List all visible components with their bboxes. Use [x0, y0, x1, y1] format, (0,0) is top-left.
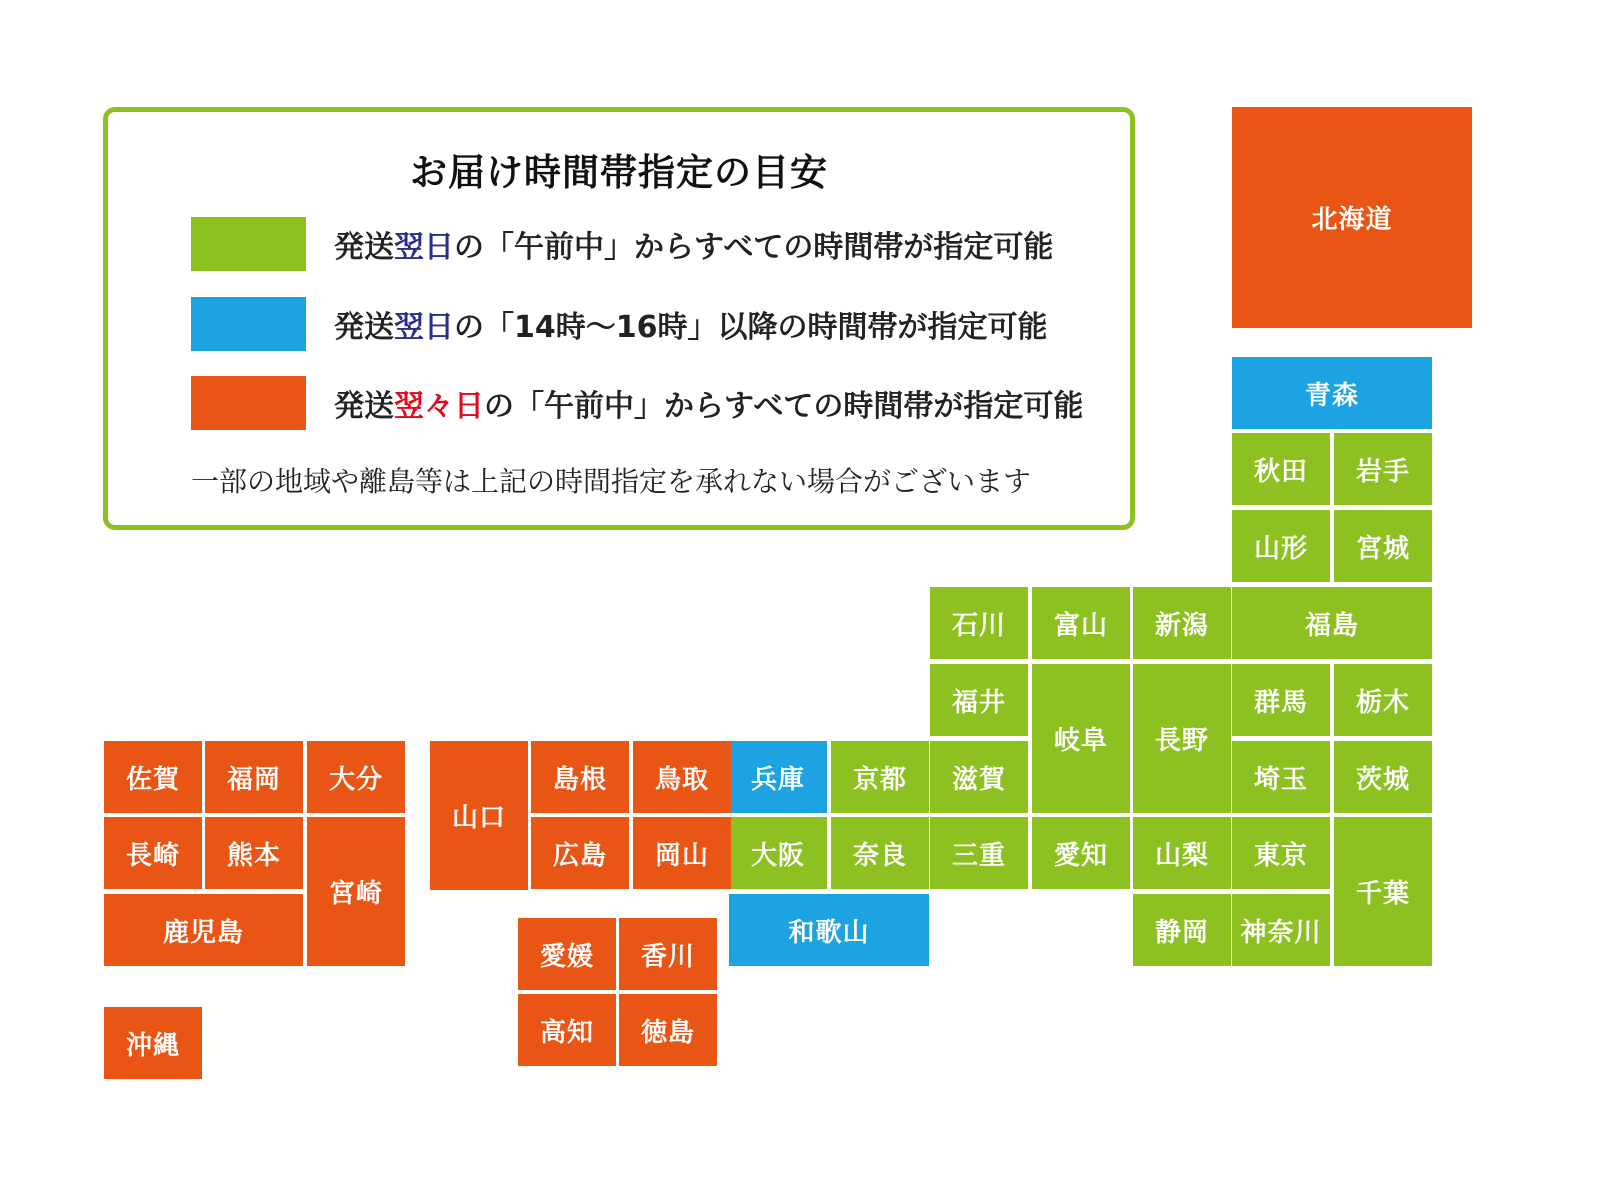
pref-hokkaido: 北海道: [1232, 107, 1472, 328]
legend-note: 一部の地域や離島等は上記の時間指定を承れない場合がございます: [191, 465, 1032, 498]
pref-ehime: 愛媛: [518, 918, 616, 990]
pref-gunma: 群馬: [1232, 664, 1330, 736]
blue-swatch: [191, 297, 306, 351]
pref-tokushima: 徳島: [619, 994, 717, 1066]
pref-oita: 大分: [307, 741, 405, 813]
pref-fukuoka: 福岡: [205, 741, 303, 813]
pref-shiga: 滋賀: [930, 741, 1028, 813]
legend-text-blue: [334, 302, 1048, 346]
pref-saga: 佐賀: [104, 741, 202, 813]
pref-ishikawa: 石川: [930, 587, 1028, 659]
legend-row-orange: [191, 376, 1083, 430]
pref-akita: 秋田: [1232, 433, 1330, 505]
pref-kumamoto: 熊本: [205, 817, 303, 889]
pref-okayama: 岡山: [633, 817, 731, 889]
pref-gifu: 岐阜: [1032, 664, 1130, 813]
legend-prefix: 発送: [334, 230, 394, 265]
pref-mie: 三重: [930, 817, 1028, 889]
legend-highlight: 翌日: [394, 310, 454, 345]
pref-wakayama: 和歌山: [729, 894, 929, 966]
pref-kyoto: 京都: [831, 741, 929, 813]
pref-aomori: 青森: [1232, 357, 1432, 429]
green-swatch: [191, 217, 306, 271]
legend-prefix: 発送: [334, 310, 394, 345]
pref-niigata: 新潟: [1133, 587, 1231, 659]
legend-highlight: 翌々日: [394, 389, 484, 424]
legend-title: お届け時間帯指定の目安: [410, 151, 828, 194]
pref-miyagi: 宮城: [1334, 510, 1432, 582]
pref-kanagawa: 神奈川: [1232, 894, 1330, 966]
pref-nagano: 長野: [1133, 664, 1231, 813]
pref-osaka: 大阪: [729, 817, 827, 889]
legend-suffix: の「午前中」からすべての時間帯が指定可能: [484, 389, 1084, 424]
pref-fukushima: 福島: [1232, 587, 1432, 659]
pref-iwate: 岩手: [1334, 433, 1432, 505]
pref-shizuoka: 静岡: [1133, 894, 1231, 966]
pref-yamagata: 山形: [1232, 510, 1330, 582]
legend-highlight: 翌日: [394, 230, 454, 265]
pref-tokyo: 東京: [1232, 817, 1330, 889]
pref-nara: 奈良: [831, 817, 929, 889]
pref-hiroshima: 広島: [531, 817, 629, 889]
pref-tochigi: 栃木: [1334, 664, 1432, 736]
pref-toyama: 富山: [1032, 587, 1130, 659]
pref-ibaraki: 茨城: [1334, 741, 1432, 813]
legend-prefix: 発送: [334, 389, 394, 424]
pref-chiba: 千葉: [1334, 817, 1432, 966]
legend-row-blue: [191, 297, 1048, 351]
pref-shimane: 島根: [531, 741, 629, 813]
pref-okinawa: 沖縄: [104, 1007, 202, 1079]
legend-text-orange: [334, 381, 1083, 425]
pref-miyazaki: 宮崎: [307, 817, 405, 966]
pref-fukui: 福井: [930, 664, 1028, 736]
legend-row-green: [191, 217, 1053, 271]
pref-tottori: 鳥取: [633, 741, 731, 813]
legend-box: [103, 107, 1135, 530]
pref-kochi: 高知: [518, 994, 616, 1066]
pref-kagoshima: 鹿児島: [104, 894, 303, 966]
orange-swatch: [191, 376, 306, 430]
pref-yamanashi: 山梨: [1133, 817, 1231, 889]
legend-text-green: [334, 222, 1053, 266]
legend-suffix: の「14時～16時」以降の時間帯が指定可能: [454, 310, 1048, 345]
pref-yamaguchi: 山口: [430, 741, 528, 890]
legend-suffix: の「午前中」からすべての時間帯が指定可能: [454, 230, 1054, 265]
pref-hyogo: 兵庫: [729, 741, 827, 813]
pref-nagasaki: 長崎: [104, 817, 202, 889]
pref-aichi: 愛知: [1032, 817, 1130, 889]
pref-kagawa: 香川: [619, 918, 717, 990]
pref-saitama: 埼玉: [1232, 741, 1330, 813]
